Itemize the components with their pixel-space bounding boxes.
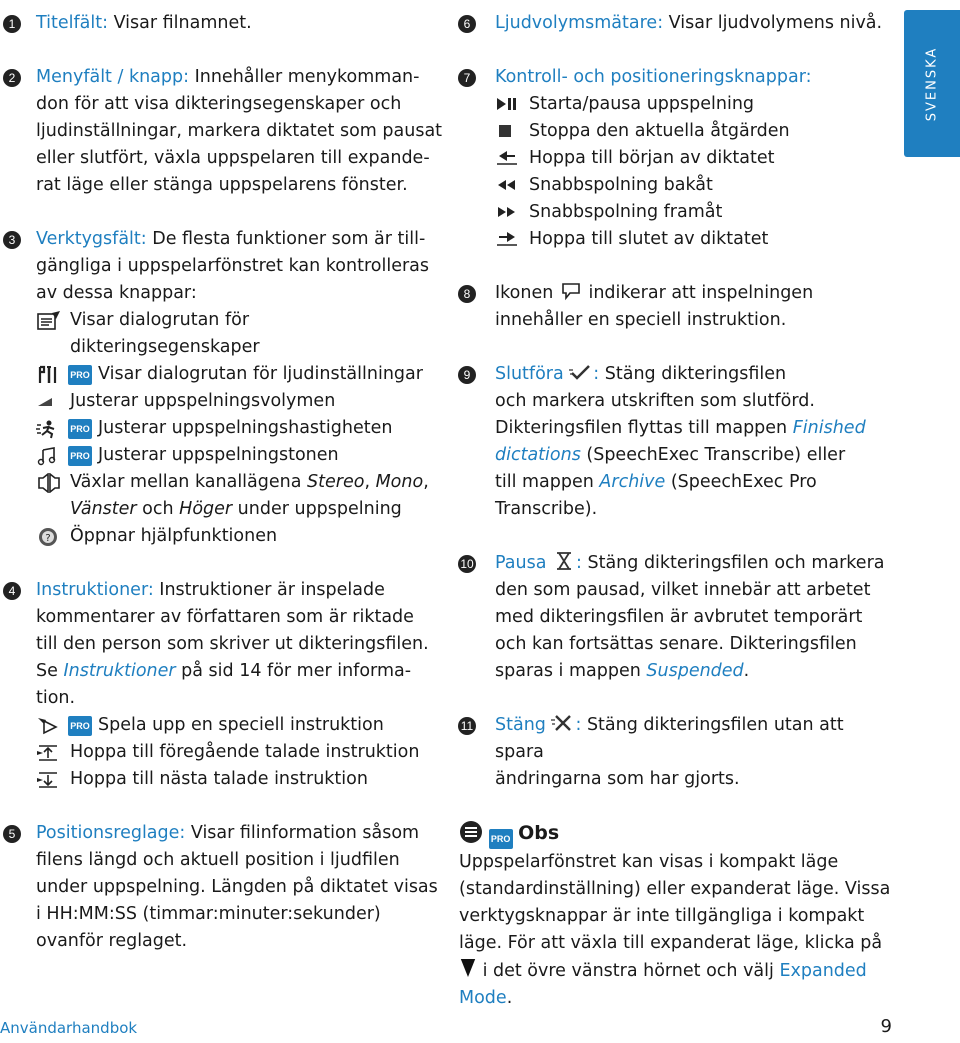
section-label: Ljudvolymsmätare:: [495, 13, 664, 33]
section-text: och kan fortsättas senare. Dikteringsfilen: [495, 634, 857, 654]
speed-icon: [36, 419, 62, 439]
control-play-pause: [495, 91, 891, 118]
folder-suspended: Suspended: [646, 661, 744, 681]
number-badge-7: 7: [458, 69, 476, 87]
number-badge-9: 9: [458, 366, 476, 384]
right-column: [459, 10, 891, 1012]
section-text: av dessa knappar:: [36, 283, 197, 303]
section-10: [459, 550, 891, 685]
control-text: Hoppa till början av diktatet: [529, 148, 775, 168]
section-text: Visar ljudvolymens nivå.: [663, 13, 883, 33]
tool-volume: [36, 388, 450, 415]
section-text: Stäng dikteringsfilen: [599, 364, 787, 384]
section-9: [459, 361, 891, 523]
hourglass-icon: [552, 551, 576, 571]
section-label: Pausa: [495, 553, 547, 573]
section-text: Visar filinformation såsom: [185, 823, 420, 843]
tool-text: Justerar uppspelningstonen: [98, 445, 339, 465]
control-text: Hoppa till slutet av diktatet: [529, 229, 769, 249]
section-2: [0, 64, 450, 199]
play-instruction-icon: [36, 716, 62, 736]
note-icon: [459, 820, 483, 844]
section-text: ändringarna som har gjorts.: [495, 769, 740, 789]
section-text: Innehåller menykomman-: [189, 67, 420, 87]
tool-text: Spela upp en speciell instruktion: [98, 715, 384, 735]
pro-badge: PRO: [489, 829, 513, 849]
folder-archive: Archive: [599, 472, 666, 492]
note-text: Uppspelarfönstret kan visas i kompakt läge: [459, 852, 839, 872]
section-3: [0, 226, 450, 550]
language-tab-label: SVENSKA: [924, 46, 940, 122]
section-text: indikerar att inspelningen: [582, 283, 814, 303]
section-label: Kontroll- och positioneringsknappar:: [495, 67, 812, 87]
section-text: Se: [36, 661, 64, 681]
menu-triangle-icon: [459, 957, 477, 979]
pro-badge: PRO: [68, 419, 92, 439]
section-text: och markera utskriften som slutförd.: [495, 391, 815, 411]
control-jump-end: [495, 226, 891, 253]
section-label: :: [576, 553, 582, 573]
section-text: sparas i mappen: [495, 661, 647, 681]
jump-start-icon: [495, 149, 519, 167]
number-badge-11: 11: [458, 717, 476, 735]
section-text: till mappen: [495, 472, 600, 492]
volume-icon: [36, 392, 62, 412]
instruktioner-link[interactable]: Instruktioner: [63, 661, 176, 681]
tool-text: under uppspelning: [232, 499, 402, 519]
section-label: Menyfält / knapp:: [36, 67, 190, 87]
number-badge-4: 4: [3, 582, 21, 600]
number-badge-5: 5: [3, 825, 21, 843]
control-text: Snabbspolning framåt: [529, 202, 723, 222]
play-pause-icon: [495, 95, 519, 113]
tool-text: Öppnar hjälpfunktionen: [70, 526, 278, 546]
page-number: 9: [880, 1016, 892, 1037]
section-text: filens längd och aktuell position i ljudfilen: [36, 850, 400, 870]
section-text: med dikteringsfilen är avbrutet temporärt: [495, 607, 863, 627]
section-6: [459, 10, 891, 37]
pro-badge: PRO: [68, 446, 92, 466]
folder-finished: Finished: [792, 418, 866, 438]
mode-mono: Mono: [375, 472, 424, 492]
tool-text: Justerar uppspelningshastigheten: [98, 418, 393, 438]
section-7: [459, 64, 891, 253]
rewind-icon: [495, 176, 519, 194]
folder-dictations: dictations: [495, 445, 581, 465]
section-text: .: [743, 661, 750, 681]
note-text: .: [506, 988, 513, 1008]
tool-play-instruction: [36, 712, 450, 739]
section-text: tion.: [36, 688, 76, 708]
section-1: [0, 10, 450, 37]
svg-text:?: ?: [45, 533, 51, 544]
number-badge-1: 1: [3, 15, 21, 33]
tool-text: Hoppa till nästa talade instruktion: [70, 769, 368, 789]
section-text: (SpeechExec Transcribe) eller: [580, 445, 846, 465]
mode-stereo: Stereo: [307, 472, 365, 492]
tools-icon: [36, 365, 62, 385]
section-label: Titelfält:: [36, 13, 109, 33]
prev-instruction-icon: [36, 743, 62, 763]
mode-left: Vänster: [70, 499, 137, 519]
section-text: ljudinställningar, markera diktatet som pausat: [36, 121, 443, 141]
control-text: Stoppa den aktuella åtgärden: [529, 121, 790, 141]
section-text: Stäng dikteringsfilen utan att spara: [495, 715, 844, 762]
section-label: Verktygsfält:: [36, 229, 147, 249]
number-badge-3: 3: [3, 231, 21, 249]
tool-text: Visar dialogrutan för ljudinställningar: [98, 364, 423, 384]
section-text: den som pausad, vilket innebär att arbetet: [495, 580, 871, 600]
tool-tone: [36, 442, 450, 469]
mode-label: Mode: [459, 988, 507, 1008]
section-text: Dikteringsfilen flyttas till mappen: [495, 418, 793, 438]
tool-speed: [36, 415, 450, 442]
tool-prev-instruction: [36, 739, 450, 766]
number-badge-10: 10: [458, 555, 476, 573]
section-text: Instruktioner är inspelade: [153, 580, 385, 600]
language-tab: [904, 10, 960, 157]
section-label: Stäng: [495, 715, 546, 735]
section-label: :: [593, 364, 600, 384]
channel-icon: [36, 473, 62, 493]
section-text: under uppspelning. Längden på diktatet visas: [36, 877, 438, 897]
tool-text: dikteringsegenskaper: [70, 337, 260, 357]
control-text: Starta/pausa uppspelning: [529, 94, 755, 114]
section-text: Visar filnamnet.: [108, 13, 252, 33]
jump-end-icon: [495, 230, 519, 248]
checkmark-icon: [569, 362, 593, 382]
music-note-icon: [36, 446, 62, 466]
close-icon: [551, 713, 575, 733]
section-11: [459, 712, 891, 793]
tool-text: ,: [423, 472, 429, 492]
control-text: Snabbspolning bakåt: [529, 175, 713, 195]
next-instruction-icon: [36, 770, 62, 790]
tool-text: och: [136, 499, 180, 519]
note-title: Obs: [518, 822, 560, 844]
control-rewind: [495, 172, 891, 199]
tool-help: [36, 523, 450, 550]
footer-title: Användarhandbok: [0, 1019, 138, 1037]
tool-properties: [36, 307, 450, 361]
section-text: rat läge eller stänga uppspelarens fönster.: [36, 175, 408, 195]
section-text: Ikonen: [495, 283, 559, 303]
section-text: De flesta funktioner som är till-: [146, 229, 426, 249]
note-block: [459, 820, 891, 1012]
speech-bubble-icon: [559, 281, 583, 301]
control-jump-start: [495, 145, 891, 172]
tool-next-instruction: [36, 766, 450, 793]
note-text: i det övre vänstra hörnet och välj: [477, 961, 780, 981]
mode-right: Höger: [179, 499, 233, 519]
section-text: Transcribe).: [495, 499, 598, 519]
section-text: till den person som skriver ut dikteringsfilen.: [36, 634, 429, 654]
pro-badge: PRO: [68, 365, 92, 385]
number-badge-8: 8: [458, 285, 476, 303]
tool-text: Visar dialogrutan för: [70, 310, 250, 330]
section-4: [0, 577, 450, 793]
section-label: :: [575, 715, 582, 735]
note-text: (standardinställning) eller expanderat läge. Vissa: [459, 879, 891, 899]
tool-text: Justerar uppspelningsvolymen: [70, 391, 336, 411]
left-column: [0, 10, 450, 955]
control-fast-forward: [495, 199, 891, 226]
section-label: Positionsreglage:: [36, 823, 186, 843]
section-8: [459, 280, 891, 334]
expanded-label: Expanded: [779, 961, 867, 981]
section-text: eller slutfört, växla uppspelaren till expande-: [36, 148, 430, 168]
section-text: på sid 14 för mer informa-: [175, 661, 412, 681]
section-text: Stäng dikteringsfilen och markera: [581, 553, 885, 573]
number-badge-2: 2: [3, 69, 21, 87]
dialog-properties-icon: [36, 311, 62, 331]
section-text: i HH:MM:SS (timmar:minuter:sekunder): [36, 904, 381, 924]
control-stop: [495, 118, 891, 145]
tool-text: Växlar mellan kanallägena: [70, 472, 308, 492]
pro-badge: PRO: [68, 716, 92, 736]
section-text: gängliga i uppspelarfönstret kan kontrolleras: [36, 256, 430, 276]
section-text: don för att visa dikteringsegenskaper och: [36, 94, 402, 114]
section-label: Instruktioner:: [36, 580, 154, 600]
stop-icon: [495, 122, 519, 140]
tool-audio-settings: [36, 361, 450, 388]
section-text: innehåller en speciell instruktion.: [495, 310, 787, 330]
section-label: Slutföra: [495, 364, 564, 384]
section-text: ovanför reglaget.: [36, 931, 188, 951]
tool-text: Hoppa till föregående talade instruktion: [70, 742, 420, 762]
section-text: kommentarer av författaren som är riktade: [36, 607, 414, 627]
note-text: verktygsknappar är inte tillgängliga i kompakt: [459, 906, 865, 926]
section-5: [0, 820, 450, 955]
number-badge-6: 6: [458, 15, 476, 33]
help-icon: [36, 527, 62, 547]
fast-forward-icon: [495, 203, 519, 221]
tool-channel: [36, 469, 450, 523]
note-text: läge. För att växla till expanderat läge, klicka på: [459, 933, 883, 953]
tool-text: ,: [364, 472, 376, 492]
section-text: (SpeechExec Pro: [665, 472, 817, 492]
